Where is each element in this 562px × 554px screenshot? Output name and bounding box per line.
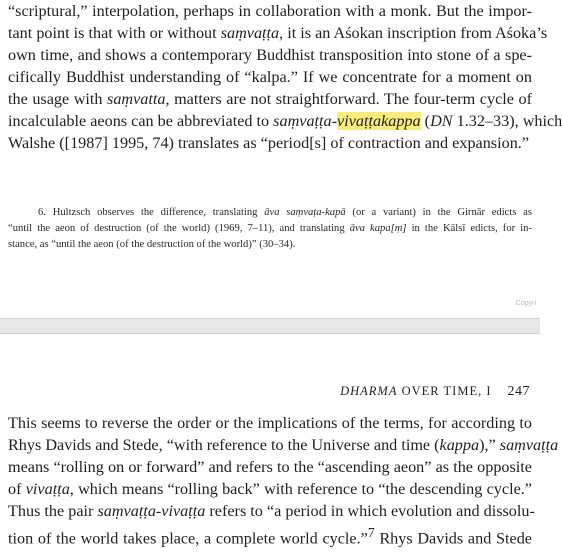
running-head <box>340 384 530 400</box>
footnote-6 <box>8 205 532 253</box>
footnote-line-1: 6. Hultzsch observes the difference, translating āva saṃvaṭa-kapā (or a variant) in the Girnār edicts as <box>38 207 533 218</box>
text-line-5: the usage with saṃvatta, matters are not straightforward. The four-term cycle of <box>8 90 532 108</box>
body-paragraph-top <box>8 0 562 154</box>
running-head-title: DHARMA <box>340 384 398 398</box>
page-number: 247 <box>507 384 530 399</box>
p2-line-6: tion of the world takes place, a complete world cycle.”$^7$ Rhys Davids and Stede <box>8 525 532 548</box>
highlighted-term[interactable]: vivaṭṭakappa <box>337 112 421 130</box>
text-line-6: incalculable aeons can be abbreviated to saṃvaṭṭa-vivaṭṭakappa (DN 1.32–33), which <box>8 112 562 130</box>
text-line-4: cifically Buddhist understanding of “kalpa.” If we concentrate for a moment on <box>8 68 532 86</box>
copyright-label: Copyri <box>515 300 536 307</box>
footnote-line-3: stance, as “until the aeon (of the destruction of the world)” (30–34). <box>8 239 296 250</box>
p2-line-3: means “rolling on or forward” and refers to the “ascending aeon” as the opposite <box>8 458 532 476</box>
p2-line-5: Thus the pair saṃvaṭṭa-vivaṭṭa refers to “a period in which evolution and dissolu- <box>8 502 535 520</box>
text-line-3: own time, and shows a contemporary Buddhist transposition into stone of a spe- <box>8 46 532 64</box>
text-line-1: “scriptural,” interpolation, perhaps in collaboration with a monk. But the impor- <box>8 2 532 20</box>
footnote-line-2: “until the aeon of destruction (of the world) (1969, 7–11), and translating āva kapa[ṃ] in the Kālsī edicts, for in- <box>8 223 532 234</box>
p2-line-1: This seems to reverse the order or the implications of the terms, for according to <box>8 414 532 432</box>
text-line-7: Walshe ([1987] 1995, 74) translates as “period[s] of contraction and expansion.” <box>8 134 530 152</box>
footnote-marker-7[interactable]: 7 <box>367 525 375 540</box>
page-separator <box>0 318 540 334</box>
text-line-2: tant point is that with or without saṃvaṭṭa, it is an Aśokan inscription from Aśoka’s <box>8 24 548 42</box>
p2-line-2: Rhys Davids and Stede, “with reference to the Universe and time (kappa),” saṃvaṭṭa <box>8 436 559 454</box>
p2-line-4: of vivaṭṭa, which means “rolling back” with reference to “the descending cycle.” <box>8 480 532 498</box>
body-paragraph-bottom <box>8 412 559 549</box>
running-head-rest: OVER TIME, I <box>397 384 492 398</box>
